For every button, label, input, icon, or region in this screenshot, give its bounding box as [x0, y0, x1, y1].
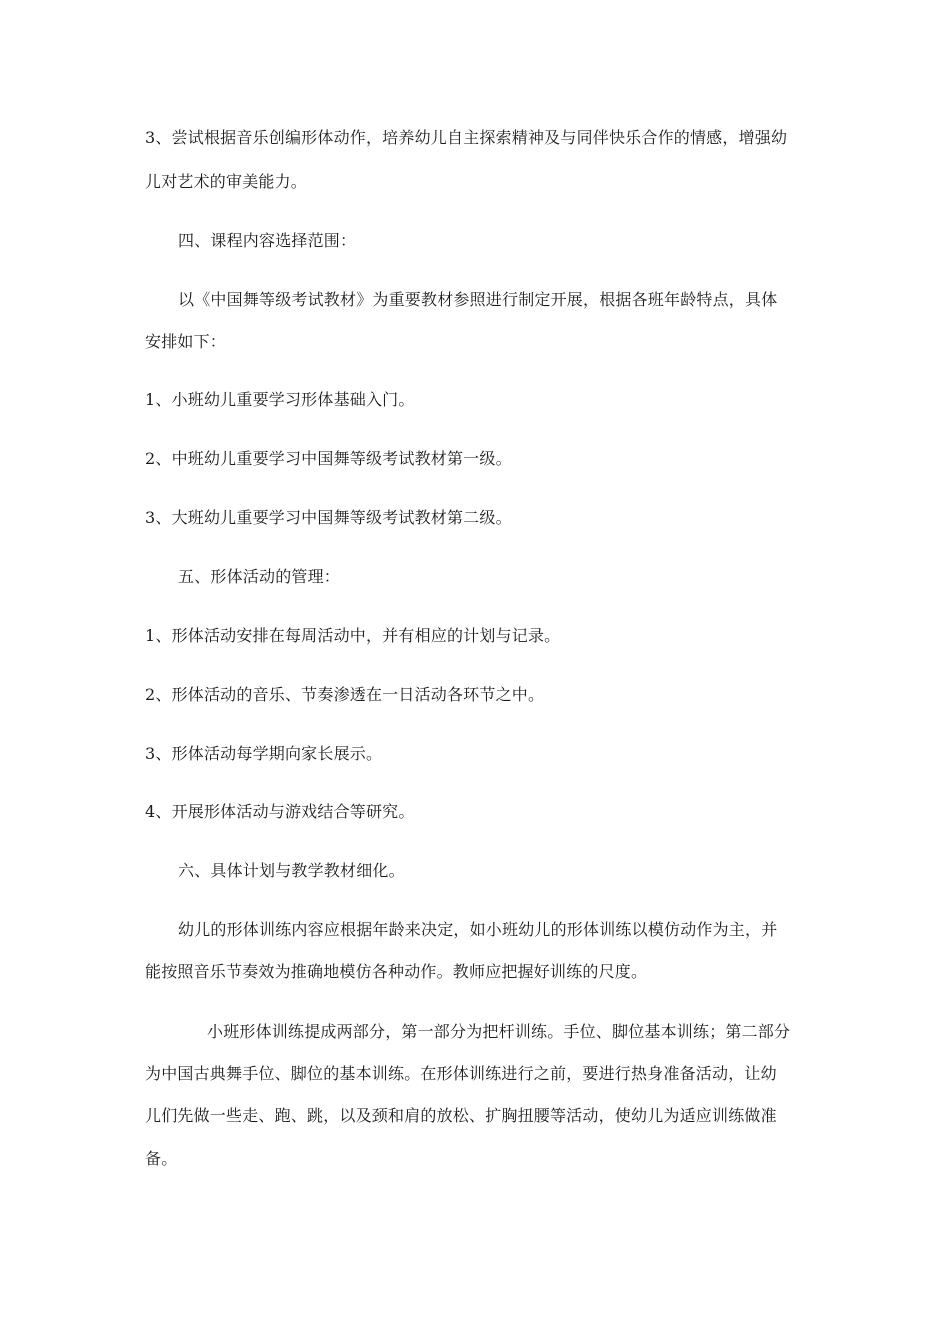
text-line: 安排如下： [145, 332, 227, 351]
text-line: 3、尝试根据音乐创编形体动作，培养幼儿自主探索精神及与同伴快乐合作的情感，增强幼 [145, 128, 788, 147]
text-line: 儿们先做一些走、跑、跳，以及颈和肩的放松、扩胸扭腰等活动，使幼儿为适应训练做准 [145, 1106, 777, 1125]
list-item: 2、中班幼儿重要学习中国舞等级考试教材第一级。 [145, 449, 512, 468]
text-line: 小班形体训练提成两部分，第一部分为把杆训练。手位、脚位基本训练；第二部分 [207, 1022, 791, 1041]
list-item: 4、开展形体活动与游戏结合等研究。 [145, 802, 415, 821]
text-line: 幼儿的形体训练内容应根据年龄来决定，如小班幼儿的形体训练以模仿动作为主，并 [178, 920, 778, 939]
text-line: 能按照音乐节奏效为推确地模仿各种动作。教师应把握好训练的尺度。 [145, 962, 648, 981]
section-heading: 五、形体活动的管理： [178, 567, 341, 586]
text-line: 备。 [145, 1149, 178, 1168]
list-item: 1、形体活动安排在每周活动中，并有相应的计划与记录。 [145, 626, 561, 645]
text-line: 为中国古典舞手位、脚位的基本训练。在形体训练进行之前，要进行热身准备活动，让幼 [145, 1064, 777, 1083]
list-item: 1、小班幼儿重要学习形体基础入门。 [145, 390, 415, 409]
list-item: 2、形体活动的音乐、节奏渗透在一日活动各环节之中。 [145, 685, 545, 704]
text-line: 儿对艺术的审美能力。 [145, 172, 308, 191]
section-heading: 四、课程内容选择范围： [178, 231, 357, 250]
list-item: 3、形体活动每学期向家长展示。 [145, 744, 383, 763]
list-item: 3、大班幼儿重要学习中国舞等级考试教材第二级。 [145, 508, 512, 527]
section-heading: 六、具体计划与教学教材细化。 [178, 861, 405, 880]
text-line: 以《中国舞等级考试教材》为重要教材参照进行制定开展，根据各班年龄特点，具体 [178, 290, 778, 309]
